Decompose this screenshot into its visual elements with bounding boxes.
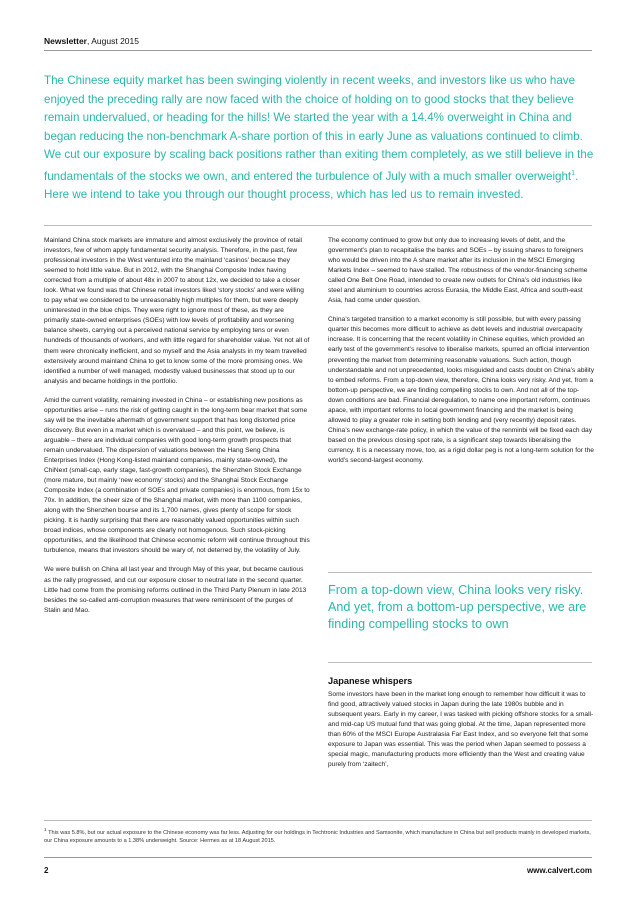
intro-text-end: . Here we intend to take you through our thought process, which has led us to remain invested.	[44, 169, 579, 202]
right-paragraph-2: China’s targeted transition to a market economy is still possible, but with every passing quarter this becomes more difficult to achieve as debt levels and industrial overcapacity increase. It is concerning that the recent volatility in Chinese equities, which provided an early test of the government’s resolve to liberalise markets, spurred an official intervention preventing the market from determining reasonable valuations. Such action, though understandable and not unprecedented, looks misguided and casts doubt on China’s ability to embed reforms. From a top-down view, therefore, China looks very risky. And yet, from a bottom-up perspective, we are finding compelling stocks to own. And not all of the top-down conditions are bad. Financial deregulation, to name one important reform, continues apace, with important reforms to local government financing and the market is being allowed to play a greater role in setting both lending and (very recently) deposit rates. China’s new exchange-rate policy, in which the value of the renminbi will be fixed each day based on the previous closing spot rate, is a significant step towards liberalising the currency. It is a necessary move, too, as a rigid dollar peg is not a long-term solution for the world’s second-largest economy.	[328, 316, 595, 464]
footnote-divider	[44, 820, 592, 821]
intro-footnote-marker: 1	[571, 169, 576, 177]
page-number: 2	[44, 866, 49, 875]
intro-paragraph	[44, 72, 596, 205]
pull-quote-bottom-rule	[328, 662, 592, 663]
intro-text: The Chinese equity market has been swinging violently in recent weeks, and investors like us who have enjoyed the preceding rally are now faced with the choice of holding on to good stocks that they believe remain undervalued, or heading for the hills! We started the year with a 14.4% overweight in China and began reducing the non-benchmark A-share portion of this in early June as valuations continued to climb. We cut our exposure by scaling back positions rather than exiting them completely, as we still believe in the fundamentals of the stocks we own, and entered the turbulence of July with a much smaller overweight	[44, 74, 594, 183]
left-paragraph-2: Amid the current volatility, remaining invested in China – or establishing new positions as opportunities arise – runs the risk of getting caught in the long-term bear market that some say will be the inevitable aftermath of government support that has long distorted price discovery. But even in a market which is overvalued – and this point, we believe, is arguable – there are individual companies with good long-term growth prospects that remain undervalued. The dispersion of valuations between the Hang Seng China Enterprises Index (Hong Kong-listed mainland companies, mainly state-owned), the ChiNext (small-cap, early stage, fast-growth companies), the Shenzhen Stock Exchange (more mature, but mainly ‘new economy’ stocks) and the Shanghai Stock Exchange Composite Index (a combination of SOEs and private companies) is enormous, from 15x to 70x. In addition, the sheer size of the Shanghai market, with more than 1100 companies, along with the Shenzhen bourse and its 1,700 names, gives plenty of scope for stock picking. It is hardly surprising that there are reasonably valued opportunities within such broad indices, whose components are clearly not homogenous. Such stock-picking opportunities, and the likelihood that Chinese economic reform will continue throughout this turbulence, means that investors should be wary of, not deterred by, the volatility of July.	[44, 396, 310, 555]
pull-quote-top-rule	[328, 572, 592, 573]
header-date: , August 2015	[87, 36, 139, 46]
newsletter-header	[44, 36, 592, 46]
right-column	[328, 236, 594, 475]
section-body	[328, 690, 594, 770]
intro-divider	[44, 225, 592, 226]
right-paragraph-1: The economy continued to grow but only due to increasing levels of debt, and the government’s plan to recapitalise the banks and SOEs – by issuing shares to foreigners who would be driven into the A share market after its inclusion in the MSCI Emerging Markets Index – seemed to have stalled. The robustness of the vendor-financing scheme called One Belt One Road, intended to create new outlets for China’s old industries like steel and aluminium to countries across Eurasia, the Middle East, Africa and south-east Asia, had come under question.	[328, 237, 588, 305]
footnote	[44, 826, 596, 846]
header-label: Newsletter	[44, 36, 87, 46]
section-paragraph: Some investors have been in the market long enough to remember how difficult it was to find good, attractively valued stocks in Japan during the late 1980s bubble and in subsequent years. Early in my career, I was tasked with picking offshore stocks for a small- and mid-cap US mutual fund that was going global. At the time, Japan represented more than 60% of the MSCI Europe Australasia Far East Index, and so everyone felt that some exposure to Japan was essential. This was the period when Japan seemed to possess a special magic, manufacturing products more efficiently than the West and creating value purely from ‘zaitech’,	[328, 691, 594, 769]
section-title: Japanese whispers	[328, 676, 413, 686]
footnote-text: This was 5.8%, but our actual exposure to the Chinese economy was far less. Adjusting for our holdings in Techtronic Industries and Samsonite, which manufacture in China but sell products mainly in developed markets, our China exposure amounts to a 1.38% underweight. Source: Hermes as at 18 August 2015.	[44, 829, 591, 845]
website-link[interactable]: www.calvert.com	[526, 866, 592, 875]
pull-quote: From a top-down view, China looks very risky. And yet, from a bottom-up perspective, we are finding compelling stocks to own	[328, 583, 587, 631]
left-paragraph-1: Mainland China stock markets are immature and almost exclusively the province of retail investors, few of whom apply fundamental security analysis. Therefore, in the past, few professional investors in the West ventured into the mainland ‘casinos’ because they seemed to hold little value. But in 2012, with the Shanghai Composite Index having corrected from a multiple of about 48x in 2007 to about 12x, we decided to take a closer look. What we found was that Chinese retail investors liked ‘story stocks’ and were willing to pay what we considered to be unreasonably high multiples for them, but were deeply uninterested in the blue chips. They were right to ignore most of these, as they are primarily state-owned enterprises (SOEs) with low levels of profitability and worsening balance sheets, carrying out a perceived national service by employing tens or even hundreds of thousands of workers, and with little regard for shareholder value. Yet not all of them were chronically inefficient, and so myself and the Asia analysts in my team travelled extensively around mainland China to get to know some of the more promising ones. We identified a number of well managed, modestly valued businesses that stood up to our analysis and became holdings in the portfolio.	[44, 237, 310, 385]
left-column	[44, 236, 310, 625]
footer-divider	[44, 857, 592, 858]
footnote-marker: 1	[44, 827, 47, 832]
left-paragraph-3: We were bullish on China all last year and through May of this year, but became cautious as the rally progressed, and cut our exposure closer to neutral late in the second quarter. Little had come from the promising reforms outlined in the Third Party Plenum in late 2013 besides the so-called anti-corruption measures that were reminiscent of the purges of Stalin and Mao.	[44, 566, 307, 614]
header-divider	[44, 50, 592, 51]
